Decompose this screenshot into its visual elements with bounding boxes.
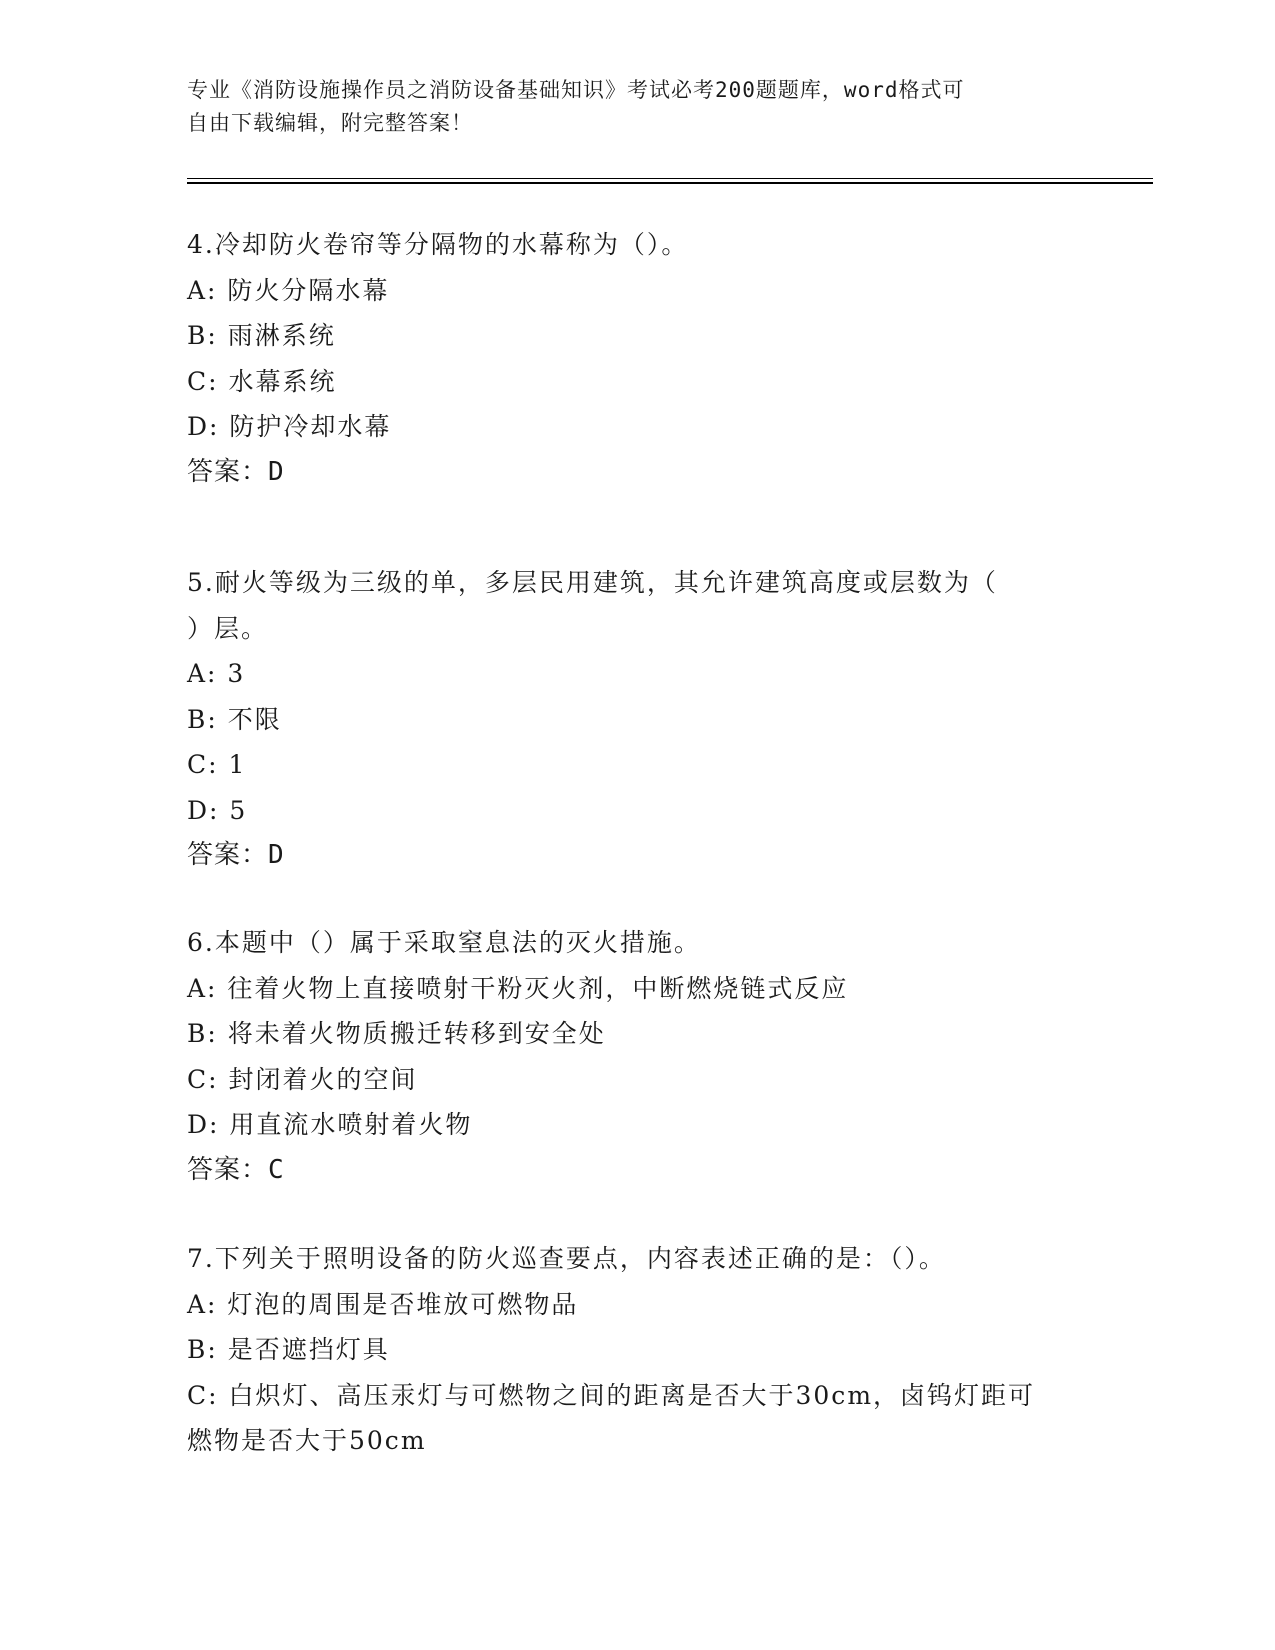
option-c: C: 白炽灯、高压汞灯与可燃物之间的距离是否大于30cm，卤钨灯距可: [187, 1380, 1036, 1410]
option-c: C: 封闭着火的空间: [187, 1064, 418, 1094]
option-b: B: 是否遮挡灯具: [187, 1335, 390, 1364]
option-a: A: 往着火物上直接喷射干粉灭火剂，中断燃烧链式反应: [187, 973, 849, 1003]
header-divider-thick: [187, 182, 1153, 184]
question-stem-continued: ）层。: [187, 613, 269, 643]
question-5: [187, 560, 1087, 879]
option-d: D: 防护冷却水幕: [187, 412, 392, 441]
question-stem: 4.冷却防火卷帘等分隔物的水幕称为（）。: [187, 230, 689, 259]
header-line-1: 专业《消防设施操作员之消防设备基础知识》考试必考200题题库，word格式可: [187, 78, 965, 102]
question-7: [187, 1236, 1087, 1464]
question-stem: 6.本题中（）属于采取窒息法的灭火措施。: [187, 928, 701, 957]
document-header: [187, 74, 1087, 140]
answer: 答案：D: [187, 840, 285, 870]
option-a: A: 灯泡的周围是否堆放可燃物品: [187, 1289, 579, 1319]
option-a: A: 3: [187, 659, 246, 688]
question-stem: 7.下列关于照明设备的防火巡查要点，内容表述正确的是：（）。: [187, 1244, 946, 1273]
option-b: B: 将未着火物质搬迁转移到安全处: [187, 1019, 606, 1048]
header-divider-thin: [187, 178, 1153, 179]
option-b: B: 雨淋系统: [187, 321, 336, 350]
question-4: [187, 222, 1087, 495]
header-line-2: 自由下载编辑，附完整答案！: [187, 111, 473, 135]
option-d: D: 5: [187, 795, 248, 825]
answer: 答案：D: [187, 456, 285, 487]
option-d: D: 用直流水喷射着火物: [187, 1110, 473, 1139]
option-b: B: 不限: [187, 704, 282, 734]
question-stem: 5.耐火等级为三级的单，多层民用建筑，其允许建筑高度或层数为（: [187, 568, 998, 597]
option-a: A: 防火分隔水幕: [187, 275, 390, 305]
option-c-continued: 燃物是否大于50cm: [187, 1426, 427, 1455]
question-6: [187, 920, 1087, 1193]
answer: 答案：C: [187, 1154, 285, 1185]
option-c: C: 1: [187, 750, 247, 779]
option-c: C: 水幕系统: [187, 366, 337, 396]
